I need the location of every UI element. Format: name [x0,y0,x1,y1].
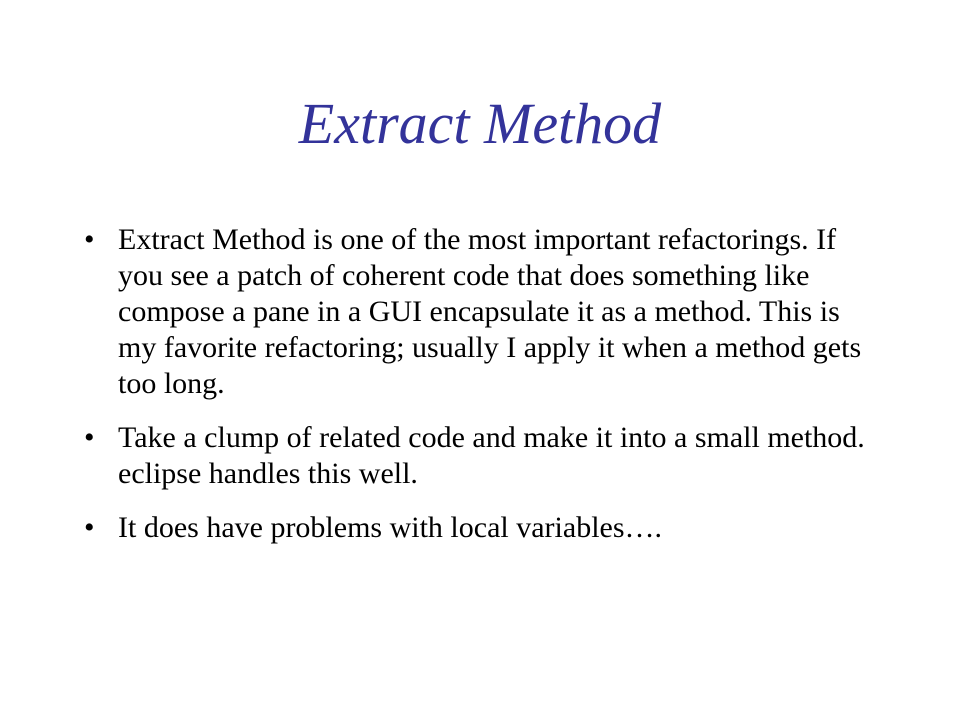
bullet-marker: • [84,223,95,256]
bullet-list [84,222,884,564]
bullet-marker: • [84,421,95,454]
bullet-marker: • [84,511,95,544]
bullet-item [84,510,884,546]
bullet-item [84,222,884,402]
bullet-text: Take a clump of related code and make it into a small method. eclipse handles this well. [118,421,865,490]
slide-title: Extract Method [298,91,662,156]
bullet-item [84,420,884,492]
bullet-text: Extract Method is one of the most important refactorings. If you see a patch of coherent code that does something like compose a pane in a GUI encapsulate it as a method. This is my favorite refactoring; usually I apply it when a method gets too long. [118,223,862,400]
bullet-text: It does have problems with local variables…. [118,511,663,544]
